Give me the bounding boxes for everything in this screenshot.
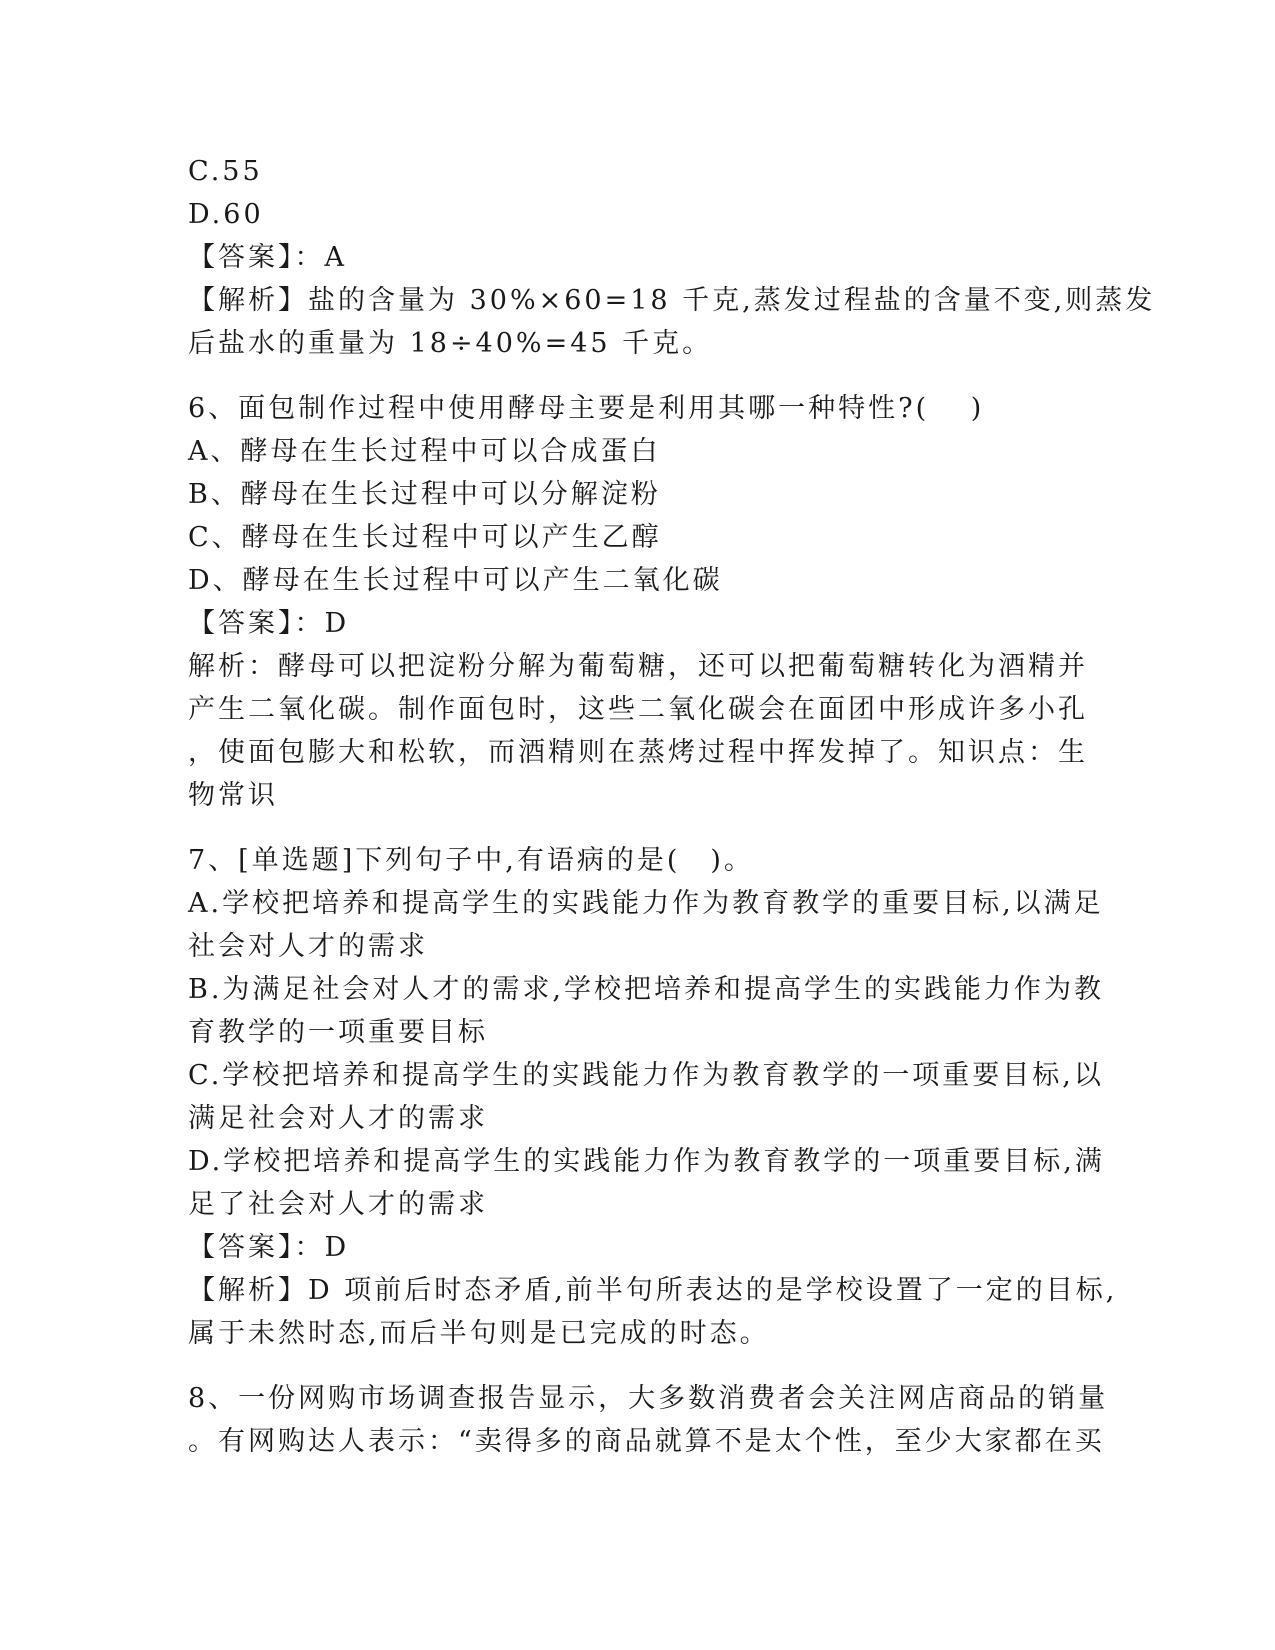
text-line: 育教学的一项重要目标 (188, 1017, 488, 1048)
text-line: 满足社会对人才的需求 (188, 1103, 488, 1134)
document-body (188, 150, 1156, 1463)
text-line: 产生二氧化碳。制作面包时，这些二氧化碳会在面团中形成许多小孔 (188, 694, 1088, 725)
text-line: A、酵母在生长过程中可以合成蛋白 (188, 436, 661, 467)
text-line: B、酵母在生长过程中可以分解淀粉 (188, 479, 661, 510)
text-line: B.为满足社会对人才的需求,学校把培养和提高学生的实践能力作为教 (188, 974, 1105, 1005)
text-line: C.学校把培养和提高学生的实践能力作为教育教学的一项重要目标,以 (188, 1060, 1104, 1091)
paragraph-gap (188, 817, 1088, 839)
text-line: C.55 (188, 156, 263, 187)
text-line: 属于未然时态,而后半句则是已完成的时态。 (188, 1318, 770, 1349)
text-line: 【答案】：A (188, 242, 347, 273)
text-line: 7、[单选题]下列句子中,有语病的是( )。 (188, 845, 754, 876)
text-line: 后盐水的重量为 18÷40%=45 千克。 (188, 328, 713, 359)
text-line: 【解析】盐的含量为 30%×60=18 千克,蒸发过程盐的含量不变,则蒸发 (188, 285, 1156, 316)
text-line: 8、一份网购市场调查报告显示，大多数消费者会关注网店商品的销量 (188, 1383, 1109, 1414)
text-line: D.60 (188, 199, 264, 230)
text-line: 社会对人才的需求 (188, 931, 428, 962)
text-line: 物常识 (188, 780, 278, 811)
text-line: 足了社会对人才的需求 (188, 1189, 488, 1220)
text-line: 解析：酵母可以把淀粉分解为葡萄糖，还可以把葡萄糖转化为酒精并 (188, 651, 1088, 682)
text-line: 。有网购达人表示：“卖得多的商品就算不是太个性，至少大家都在买 (188, 1426, 1105, 1457)
text-line: D.学校把培养和提高学生的实践能力作为教育教学的一项重要目标,满 (188, 1146, 1105, 1177)
text-line: D、酵母在生长过程中可以产生二氧化碳 (188, 565, 723, 596)
text-line: 【答案】：D (188, 1232, 350, 1263)
text-line: ，使面包膨大和松软，而酒精则在蒸烤过程中挥发掉了。知识点：生 (188, 737, 1088, 768)
text-line: A.学校把培养和提高学生的实践能力作为教育教学的重要目标,以满足 (188, 888, 1104, 919)
text-line: C、酵母在生长过程中可以产生乙醇 (188, 522, 662, 553)
paragraph-gap (188, 365, 1088, 387)
text-line: 【答案】：D (188, 608, 350, 639)
text-line: 【解析】D 项前后时态矛盾,前半句所表达的是学校设置了一定的目标, (188, 1275, 1118, 1306)
text-line: 6、面包制作过程中使用酵母主要是利用其哪一种特性?( ) (188, 393, 985, 424)
paragraph-gap (188, 1355, 1088, 1377)
